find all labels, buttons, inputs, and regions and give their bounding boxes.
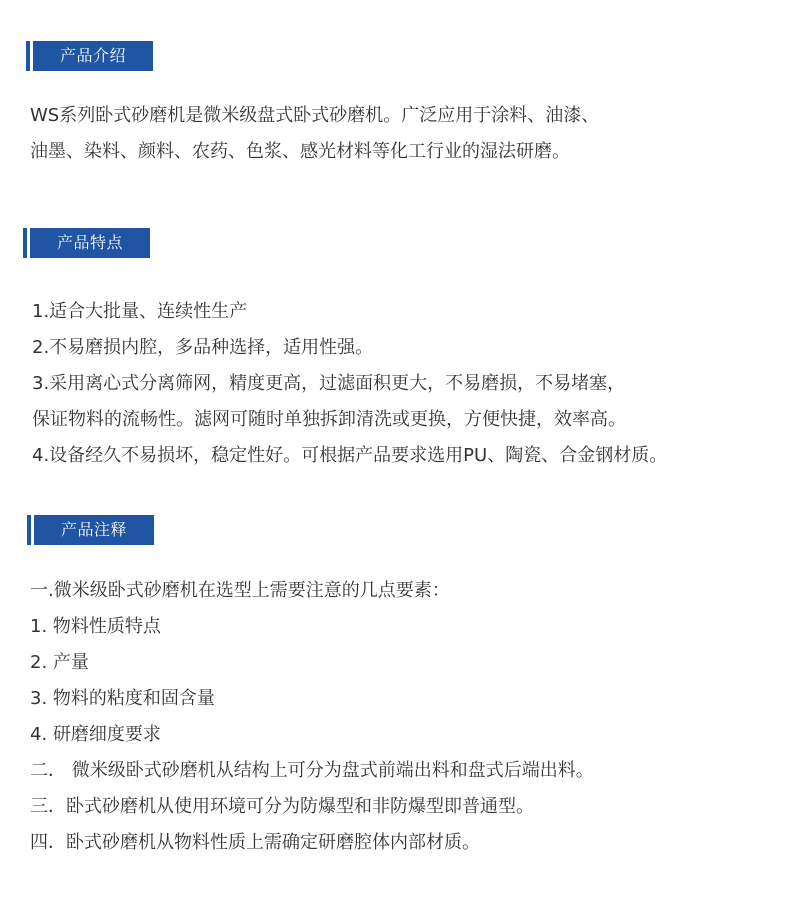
intro-line: WS系列卧式砂磨机是微米级盘式卧式砂磨机。广泛应用于涂料、油漆、 xyxy=(30,105,600,126)
section-title-intro: 产品介绍 xyxy=(33,41,153,71)
feature-item: 4.设备经久不易损坏，稳定性好。可根据产品要求选用PU、陶瓷、合金钢材质。 xyxy=(32,445,668,466)
notes-list xyxy=(30,573,594,861)
note-item: 三．卧式砂磨机从使用环境可分为防爆型和非防爆型即普通型。 xyxy=(30,796,534,817)
features-list xyxy=(32,294,667,474)
note-item: 1. 物料性质特点 xyxy=(30,616,161,637)
note-item: 2. 产量 xyxy=(30,652,89,673)
feature-item: 保证物料的流畅性。滤网可随时单独拆卸清洗或更换，方便快捷，效率高。 xyxy=(32,409,626,430)
note-item: 四．卧式砂磨机从物料性质上需确定研磨腔体内部材质。 xyxy=(30,832,480,853)
section-header-features xyxy=(23,228,150,258)
note-item: 3. 物料的粘度和固含量 xyxy=(30,688,215,709)
section-title-features: 产品特点 xyxy=(30,228,150,258)
section-header-intro xyxy=(26,41,153,71)
intro-paragraph xyxy=(30,98,599,170)
feature-item: 3.采用离心式分离筛网，精度更高，过滤面积更大，不易磨损，不易堵塞， xyxy=(32,373,626,394)
section-header-notes xyxy=(27,515,154,545)
feature-item: 1.适合大批量、连续性生产 xyxy=(32,301,248,322)
section-title-notes: 产品注释 xyxy=(34,515,154,545)
note-item: 二． 微米级卧式砂磨机从结构上可分为盘式前端出料和盘式后端出料。 xyxy=(30,760,594,781)
feature-item: 2.不易磨损内腔，多品种选择，适用性强。 xyxy=(32,337,374,358)
note-item: 一.微米级卧式砂磨机在选型上需要注意的几点要素： xyxy=(30,580,450,601)
intro-line: 油墨、染料、颜料、农药、色浆、感光材料等化工行业的湿法研磨。 xyxy=(30,141,570,162)
note-item: 4. 研磨细度要求 xyxy=(30,724,161,745)
